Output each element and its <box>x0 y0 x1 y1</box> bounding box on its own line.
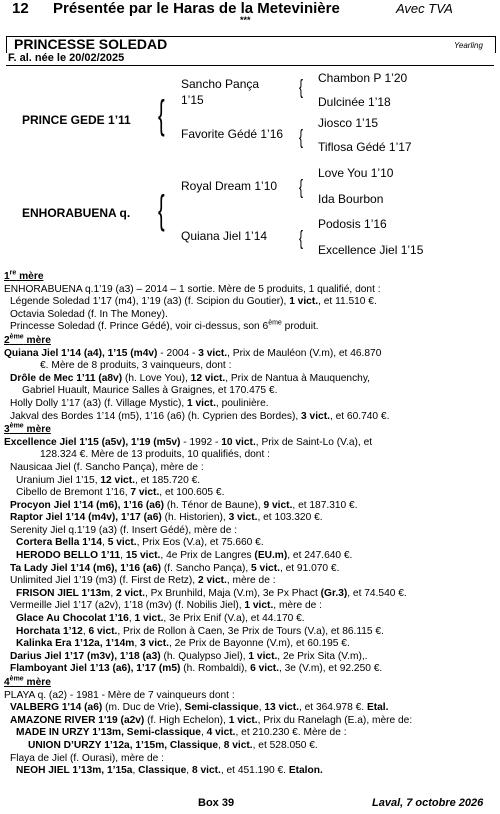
pedigree-ggp: Chambon P 1’20 <box>318 71 408 85</box>
produce-entry: Procyon Jiel 1’14 (m6), 1’16 (a6) (h. Ténor de Baune), 9 vict., et 187.310 €. <box>10 499 358 511</box>
produce-entry: Jakval des Bordes 1’14 (m5), 1’16 (a6) (h. Cyprien des Bordes), 3 vict., et 60.740 €. <box>10 410 390 422</box>
pedigree-bracket: { <box>158 188 165 232</box>
pedigree-ggp: Jiosco 1’15 <box>318 116 379 130</box>
pedigree-ggp: Love You 1’10 <box>318 166 394 180</box>
produce-entry: Uranium Jiel 1’15, 12 vict., et 185.720 €. <box>16 474 201 486</box>
maternal-line <box>4 270 496 778</box>
pedigree-dam-dam: Quiana Jiel 1’14 <box>181 229 268 243</box>
produce-entry: €. Mère de 8 produits, 3 vainqueurs, dont : <box>40 360 232 372</box>
dam-entry: Excellence Jiel 1'15 (a5v), 1'19 (m5v) - 1992 - 10 vict., Prix de Saint-Lo (V.a), et <box>4 436 373 448</box>
produce-entry: Gabriel Huault, Maurice Salles à Graignes, et 170.475 €. <box>22 385 278 397</box>
produce-entry: NEOH JIEL 1’13m, 1’15a, Classique, 8 vict., et 451.190 €. Etalon. <box>16 765 323 777</box>
produce-entry: Glace Au Chocolat 1’16, 1 vict., 3e Prix Enif (V.a), et 44.170 €. <box>16 613 305 625</box>
tva-note: Avec TVA <box>396 1 453 16</box>
produce-entry: Octavia Soledad (f. In The Money). <box>10 308 168 320</box>
pedigree-sire-sire-label: Sancho Pança 1’15 <box>181 77 260 107</box>
pedigree-ggp: Dulcinée 1’18 <box>318 95 391 109</box>
pedigree-dam: ENHORABUENA q. <box>22 206 131 220</box>
pedigree-bracket: { <box>299 77 304 99</box>
produce-entry: AMAZONE RIVER 1'19 (a2v) (f. High Echelon), 1 vict., Prix du Ranelagh (E.a), mère de: <box>10 714 413 726</box>
pedigree-bracket: { <box>158 93 165 137</box>
section-heading: 3ème mère <box>4 422 51 436</box>
pedigree-sire-sire <box>181 76 261 108</box>
pedigree-sire: PRINCE GEDE 1’11 <box>22 113 131 127</box>
produce-entry: Holly Dolly 1’17 (a3) (f. Village Mystic), 1 vict., poulinière. <box>10 397 269 409</box>
produce-entry: Kalinka Era 1’12a, 1’14m, 3 vict., 2e Prix de Bayonne (V.m), et 60.195 €. <box>16 638 350 650</box>
produce-entry: VALBERG 1'14 (a6) (m. Duc de Vrie), Semi-classique, 13 vict., et 364.978 €. Etal. <box>10 702 389 714</box>
produce-entry: HERODO BELLO 1’11, 15 vict., 4e Prix de Langres (EU.m), et 247.640 €. <box>16 550 353 562</box>
dam-entry: PLAYA q. (a2) - 1981 - Mère de 7 vainqueurs dont : <box>4 689 235 701</box>
produce-entry: Vermeille Jiel 1’17 (a2v), 1’18 (m3v) (f. Nobilis Jiel), 1 vict., mère de : <box>10 600 322 612</box>
produce-entry: 128.324 €. Mère de 13 produits, 10 qualifiés, dont : <box>40 449 270 461</box>
produce-entry: Serenity Jiel q.1’19 (a3) (f. Insert Gédé), mère de : <box>10 524 238 536</box>
section-heading: 4ème mère <box>4 675 51 688</box>
pedigree-bracket: { <box>299 127 304 149</box>
pedigree-bracket: { <box>299 228 304 250</box>
produce-entry: Cortera Bella 1’14, 5 vict., Prix Eos (V.a), et 75.660 €. <box>16 537 264 549</box>
name-underline <box>6 65 494 66</box>
produce-entry: Raptor Jiel 1’14 (m4v), 1’17 (a6) (h. Historien), 3 vict., et 103.320 €. <box>10 512 323 524</box>
produce-entry: Ta Lady Jiel 1’14 (m6), 1’16 (a6) (f. Sancho Pança), 5 vict., et 91.070 €. <box>10 562 340 574</box>
dam-entry: Quiana Jiel 1’14 (a4), 1’15 (m4v) - 2004 - 3 vict., Prix de Mauléon (V.m), et 46.870 <box>4 347 382 359</box>
pedigree-dam-sire: Royal Dream 1’10 <box>181 179 278 193</box>
produce-entry: Princesse Soledad (f. Prince Gédé), voir ci-dessus, son 6ème produit. <box>10 319 319 333</box>
produce-entry: FRISON JIEL 1’13m, 2 vict., Px Brunhild, Maja (V.m), 3e Px Phact (Gr.3), et 74.540 €. <box>16 587 407 599</box>
pedigree-ggp: Tiflosa Gédé 1’17 <box>318 140 412 154</box>
dam-entry: ENHORABUENA q.1’19 (a3) – 2014 – 1 sortie. Mère de 5 produits, 1 qualifié, dont : <box>4 283 381 295</box>
produce-entry: Drôle de Mec 1’11 (a8v) (h. Love You), 12 vict., Prix de Nantua à Mauquenchy, <box>10 372 371 384</box>
produce-entry: Unlimited Jiel 1’19 (m3) (f. First de Retz), 2 vict., mère de : <box>10 575 276 587</box>
produce-entry: Nausicaa Jiel (f. Sancho Pança), mère de : <box>10 461 204 473</box>
produce-entry: Horchata 1’12, 6 vict., Prix de Rollon à Caen, 3e Prix de Tours (V.a), et 86.115 €. <box>16 625 384 637</box>
stars-separator: *** <box>240 15 251 25</box>
pedigree-sire-dam: Favorite Gédé 1’16 <box>181 127 284 141</box>
produce-entry: UNION D’URZY 1’12a, 1’15m, Classique, 8 vict., et 528.050 €. <box>28 739 318 751</box>
pedigree-ggp: Ida Bourbon <box>318 192 384 206</box>
horse-category: Yearling <box>454 41 483 50</box>
produce-entry: Cibello de Bremont 1’16, 7 vict., et 100.605 €. <box>16 487 225 499</box>
produce-entry: Flaya de Jiel (f. Ourasi), mère de : <box>10 752 164 764</box>
pedigree-bracket: { <box>299 177 304 199</box>
produce-entry: Flamboyant Jiel 1’13 (a6), 1’17 (m5) (h. Rombaldi), 6 vict., 3e (V.m), et 92.250 €. <box>10 663 383 675</box>
horse-name: PRINCESSE SOLEDAD <box>14 36 168 52</box>
produce-entry: Darius Jiel 1’17 (m3v), 1’18 (a3) (h. Qualypso Jiel), 1 vict., 2e Prix Sita (V.m),. <box>10 650 368 662</box>
section-heading: 1re mère <box>4 269 44 282</box>
sale-place-date: Laval, 7 octobre 2026 <box>372 797 484 809</box>
presenter-title: Présentée par le Haras de la Metevinière <box>53 0 340 17</box>
section-heading: 2ème mère <box>4 333 51 346</box>
produce-entry: Légende Soledad 1’17 (m4), 1’19 (a3) (f. Scipion du Goutier), 1 vict., et 11.510 €. <box>10 296 377 308</box>
pedigree-ggp: Podosis 1’16 <box>318 217 387 231</box>
pedigree-ggp: Excellence Jiel 1’15 <box>318 243 424 257</box>
box-number: Box 39 <box>198 797 235 809</box>
produce-entry: MADE IN URZY 1’13m, Semi-classique, 4 vict., et 210.230 €. Mère de : <box>16 727 347 739</box>
lot-number: 12 <box>12 0 29 17</box>
birth-info: F. al. née le 20/02/2025 <box>8 52 125 64</box>
